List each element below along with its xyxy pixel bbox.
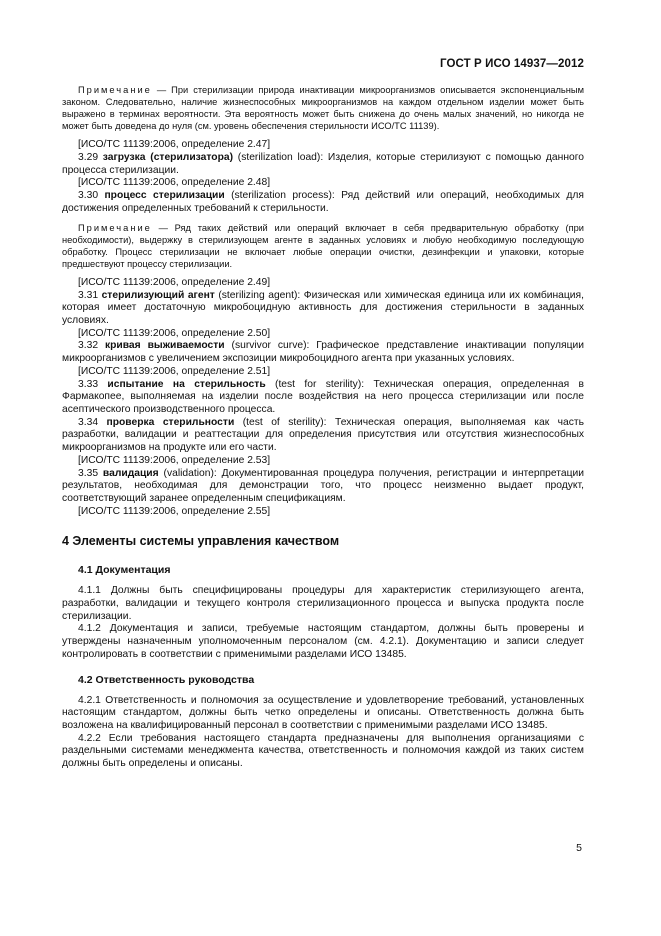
note-paragraph — [62, 222, 584, 270]
reference: [ИСО/ТС 11139:2006, определение 2.55] — [78, 505, 271, 517]
term-name: кривая выживаемости — [104, 340, 225, 352]
term-name: стерилизующий агент — [101, 289, 215, 301]
term-number: 3.29 — [78, 152, 103, 164]
term-definition — [62, 152, 584, 177]
note-label: Примечание — [78, 222, 152, 233]
term-name: процесс стерилизации — [104, 190, 225, 202]
subsection-heading: 4.2 Ответственность руководства — [78, 673, 255, 686]
term-text: (survivor curve): Графическое представление инактивации популяции микроорганизмов с увеличением экспозиции микробоцидного агента при указанных условиях. — [62, 340, 584, 365]
note-paragraph — [62, 84, 584, 132]
term-number: 3.35 — [78, 467, 103, 479]
reference: [ИСО/ТС 11139:2006, определение 2.49] — [78, 276, 271, 288]
reference: [ИСО/ТС 11139:2006, определение 2.50] — [78, 327, 271, 339]
paragraph: 4.2.2 Если требования настоящего стандарта предназначены для выполнения организациями с раздельными системами менеджмента качества, ответственность и полномочия каждой из таких систем должны быть определены и описаны. — [62, 732, 584, 770]
reference: [ИСО/ТС 11139:2006, определение 2.48] — [78, 177, 271, 189]
subsection-heading: 4.1 Документация — [78, 564, 171, 577]
paragraph: 4.2.1 Ответственность и полномочия за осуществление и удовлетворение требований, установленных настоящим стандартом, должны быть четко определены и описаны. Ответственность должна быть возложена на квалифицированный персонал в соответствии с применимыми разделами ИСО 13485. — [62, 694, 584, 731]
term-number: 3.32 — [78, 340, 105, 352]
reference: [ИСО/ТС 11139:2006, определение 2.51] — [78, 365, 271, 377]
term-name: валидация — [102, 467, 159, 479]
term-definition — [62, 379, 584, 417]
term-definition — [62, 190, 584, 215]
note-text: — Ряд таких действий или операций включает в себя предварительную обработку (при необходимости), выдержку в стерилизующем агенте в заданных условиях и любую необходимую последующую обработку. Процесс стерилизации не включает любые операции очистки, дезинфекции и упаковки, которые предшествуют процессу стерилизации. — [62, 222, 584, 269]
term-text: (test for sterility): Техническая операция, определенная в Фармакопее, выполняемая на изделии после воздействия на него процесса стерилизации или после асептического производственного процесса. — [62, 378, 584, 415]
paragraph: 4.1.2 Документация и записи, требуемые настоящим стандартом, должны быть проверены и утверждены назначенным уполномоченным персоналом (см. 4.2.1). Документацию и записи следует контролировать в соответствии с применимыми разделами ИСО 13485. — [62, 623, 584, 660]
page-content — [62, 78, 584, 771]
paragraph: 4.1.1 Должны быть специфицированы процедуры для характеристик стерилизующего агента, разработки, валидации и текущего контроля стерилизационного процесса и выпуска продукта после стерилизации. — [62, 585, 584, 622]
term-number: 3.30 — [78, 190, 105, 202]
term-text: (validation): Документированная процедура получения, регистрации и интерпретации результатов, необходимая для демонстрации того, что процесс неизменно выдает продукт, соответствующий заранее определенным спецификациям. — [62, 467, 584, 504]
term-definition — [62, 417, 584, 455]
note-label: Примечание — [78, 85, 152, 95]
reference: [ИСО/ТС 11139:2006, определение 2.53] — [78, 454, 271, 466]
term-definition — [62, 468, 584, 506]
term-text: (test of sterility): Техническая операция, выполняемая как часть разработки, валидации и реаттестации для определения присутствия или отсутствия жизнеспособных микроорганизмов на продукте или его части. — [62, 416, 584, 454]
reference: [ИСО/ТС 11139:2006, определение 2.47] — [78, 139, 271, 151]
standard-header: ГОСТ Р ИСО 14937—2012 — [439, 58, 584, 70]
term-text: (sterilization process): Ряд действий или операций, необходимых для достижения определенных требований к стерильности. — [62, 190, 584, 214]
note-text: — При стерилизации природа инактивации микроорганизмов описывается экспоненциальным законом. Следовательно, наличие жизнеспособных микроорганизмов на каждом отдельном изделии может быть выражено в терминах вероятности. Эта вероятность может быть снижена до очень малых значений, но никогда не может быть доведена до нуля (см. уровень обеспечения стерильности ИСО/ТС 11139). — [62, 85, 584, 132]
term-number: 3.31 — [78, 289, 102, 301]
term-text: (sterilizing agent): Физическая или химическая единица или их комбинация, которая имеет достаточную микробоцидную активность для достижения стерильности в заданных условиях. — [62, 289, 584, 327]
term-definition — [62, 340, 584, 365]
term-name: загрузка (стерилизатора) — [102, 152, 234, 164]
term-definition — [62, 290, 584, 328]
section-heading: 4 Элементы системы управления качеством — [62, 534, 340, 549]
term-number: 3.33 — [78, 378, 108, 390]
term-number: 3.34 — [78, 416, 107, 428]
term-name: проверка стерильности — [106, 416, 235, 428]
term-name: испытание на стерильность — [107, 378, 266, 390]
term-text: (sterilization load): Изделия, которые стерилизуют с помощью данного процесса стерилизации. — [62, 152, 584, 176]
page-number: 5 — [576, 842, 582, 854]
